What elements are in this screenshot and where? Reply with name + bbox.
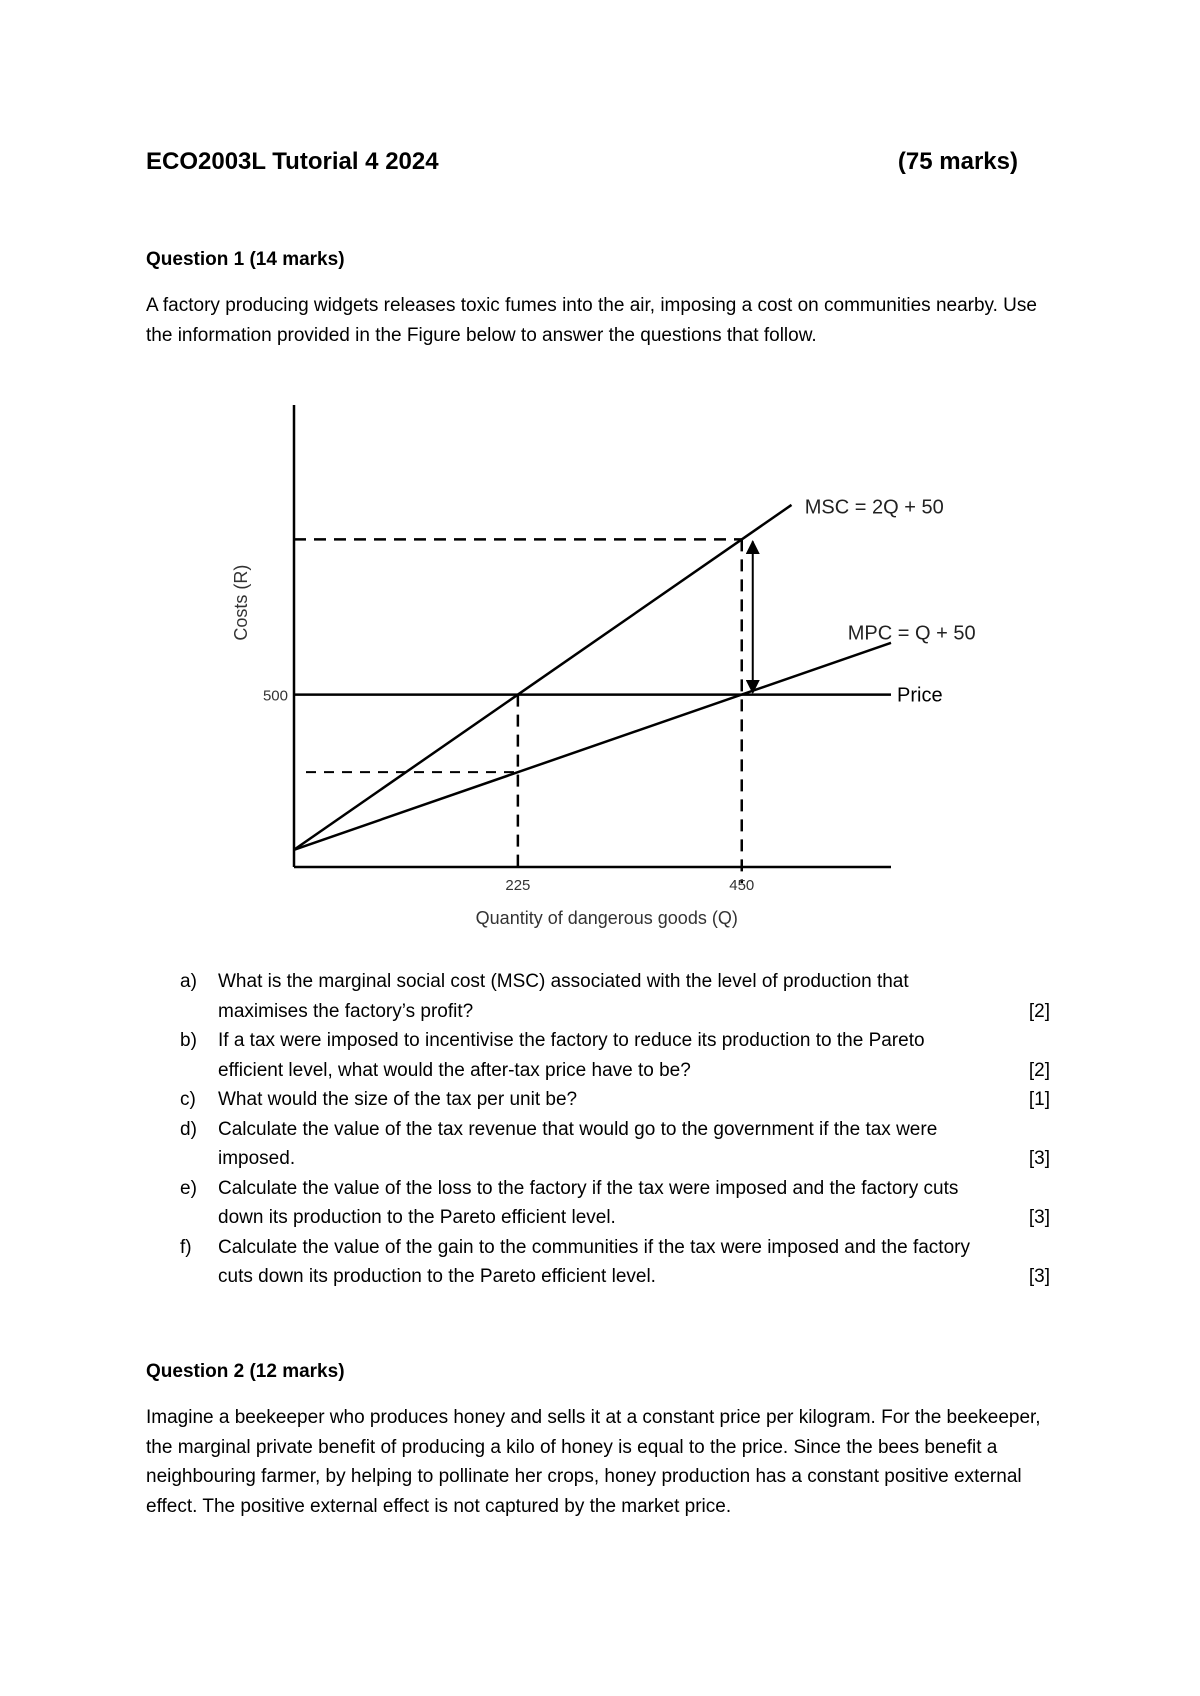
question-1-title: Question 1 (14 marks): [146, 249, 345, 270]
subquestion-marks: [2]: [1028, 1000, 1050, 1022]
subquestion-marks: [1]: [1028, 1089, 1050, 1110]
subquestion-marks: [2]: [1028, 1059, 1050, 1081]
subquestion-text: What is the marginal social cost (MSC) associated with the level of production that maximises the factory’s profit?: [218, 971, 909, 1022]
msc-label: MSC = 2Q + 50: [804, 496, 944, 519]
subquestion-label: d): [180, 1118, 197, 1140]
externality-chart: [200, 370, 976, 940]
question-2-intro: Imagine a beekeeper who produces honey and sells it at a constant price per kilogram. For the beekeeper, the marginal private benefit of producing a kilo of honey is equal to the price. Since the bees benefit a neighbouring farmer, by helping to pollinate her crops, honey production has a constant positive external effect. The positive external effect is not captured by the market price.: [146, 1407, 1041, 1517]
question-1-intro: A factory producing widgets releases toxic fumes into the air, imposing a cost on communities nearby. Use the information provided in the Figure below to answer the questions that follow.: [146, 295, 1037, 346]
subquestion-marks: [3]: [1028, 1207, 1050, 1228]
price-label: Price: [897, 684, 943, 707]
subquestion: [180, 967, 1050, 1026]
subquestion-label: f): [180, 1236, 192, 1258]
subquestion-text: Calculate the value of the gain to the communities if the tax were imposed and the factory cuts down its production to the Pareto efficient level.: [218, 1236, 970, 1287]
subquestion: [180, 1026, 1050, 1085]
msc-line: [294, 505, 792, 850]
externality-figure: [200, 370, 976, 940]
question-1-subquestions: [180, 967, 1050, 1292]
y-tick-500: 500: [262, 687, 288, 705]
x-tick-225: 225: [505, 877, 531, 894]
mpc-label: MPC = Q + 50: [847, 622, 976, 645]
subquestion-label: e): [180, 1177, 197, 1199]
subquestion-text: Calculate the value of the loss to the factory if the tax were imposed and the factory cuts down its production to the Pareto efficient level.: [218, 1177, 959, 1228]
subquestion-label: b): [180, 1030, 197, 1051]
subquestion-label: a): [180, 971, 197, 992]
x-tick-450: 450: [729, 877, 755, 894]
document-header: [146, 148, 1018, 182]
subquestion-text: If a tax were imposed to incentivise the factory to reduce its production to the Pareto efficient level, what would the after-tax price have to be?: [218, 1030, 925, 1081]
subquestion: [180, 1085, 1050, 1115]
question-2-title: Question 2 (12 marks): [146, 1361, 345, 1382]
subquestion-text: Calculate the value of the tax revenue that would go to the government if the tax were imposed.: [218, 1118, 938, 1169]
subquestion: [180, 1174, 1050, 1233]
subquestion: [180, 1233, 1050, 1292]
subquestion-marks: [3]: [1028, 1266, 1050, 1287]
subquestion: [180, 1115, 1050, 1174]
subquestion-marks: [3]: [1028, 1148, 1050, 1169]
total-marks: (75 marks): [897, 148, 1018, 175]
y-axis-label: Costs (R): [231, 564, 251, 641]
document-title: ECO2003L Tutorial 4 2024: [146, 148, 439, 175]
mpc-line: [294, 643, 891, 850]
subquestion-label: c): [180, 1089, 196, 1110]
subquestion-text: What would the size of the tax per unit be?: [218, 1089, 578, 1110]
x-axis-label: Quantity of dangerous goods (Q): [475, 908, 738, 928]
